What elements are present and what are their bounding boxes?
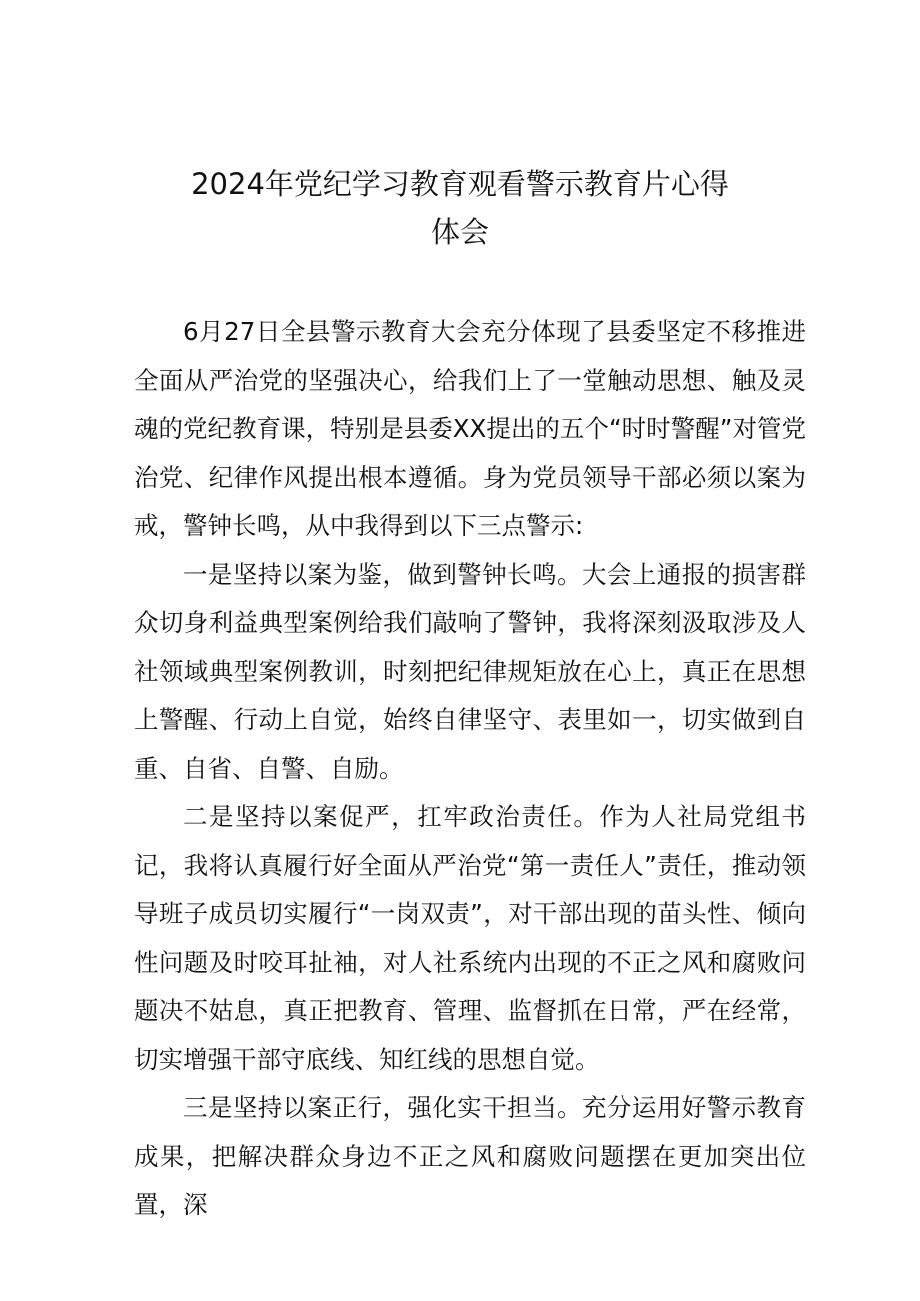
paragraph-intro: 6月27日全县警示教育大会充分体现了县委坚定不移推进全面从严治党的坚强决心，给我们上了一堂触动思想、触及灵魂的党纪教育课，特别是县委XX提出的五个“时时警醒”对管党治党、纪律作风提出根本遵循。身为党员领导干部必须以案为戒，警钟长鸣，从中我得到以下三点警示: <box>134 317 806 540</box>
title-line-1: 2024年党纪学习教育观看警示教育片心得 <box>191 167 729 201</box>
paragraph-point-one: 一是坚持以案为鉴，做到警钟长鸣。大会上通报的损害群众切身利益典型案例给我们敲响了警钟，我将深刻汲取涉及人社领域典型案例教训，时刻把纪律规矩放在心上，真正在思想上警醒、行动上自觉，始终自律坚守、表里如一，切实做到自重、自省、自警、自励。 <box>134 559 806 783</box>
document-title <box>130 160 790 256</box>
paragraph-point-two: 二是坚持以案促严，扛牢政治责任。作为人社局党组书记，我将认真履行好全面从严治党“第一责任人”责任，推动领导班子成员切实履行“一岗双责”，对干部出现的苗头性、倾向性问题及时咬耳扯袖，对人社系统内出现的不正之风和腐败问题决不姑息，真正把教育、管理、监督抓在日常，严在经常，切实增强干部守底线、知红线的思想自觉。 <box>134 802 806 1074</box>
paragraph-point-three: 三是坚持以案正行，强化实干担当。充分运用好警示教育成果，把解决群众身边不正之风和腐败问题摆在更加突出位置，深 <box>134 1093 806 1219</box>
document-body <box>134 308 806 1230</box>
title-line-2: 体会 <box>430 215 489 249</box>
